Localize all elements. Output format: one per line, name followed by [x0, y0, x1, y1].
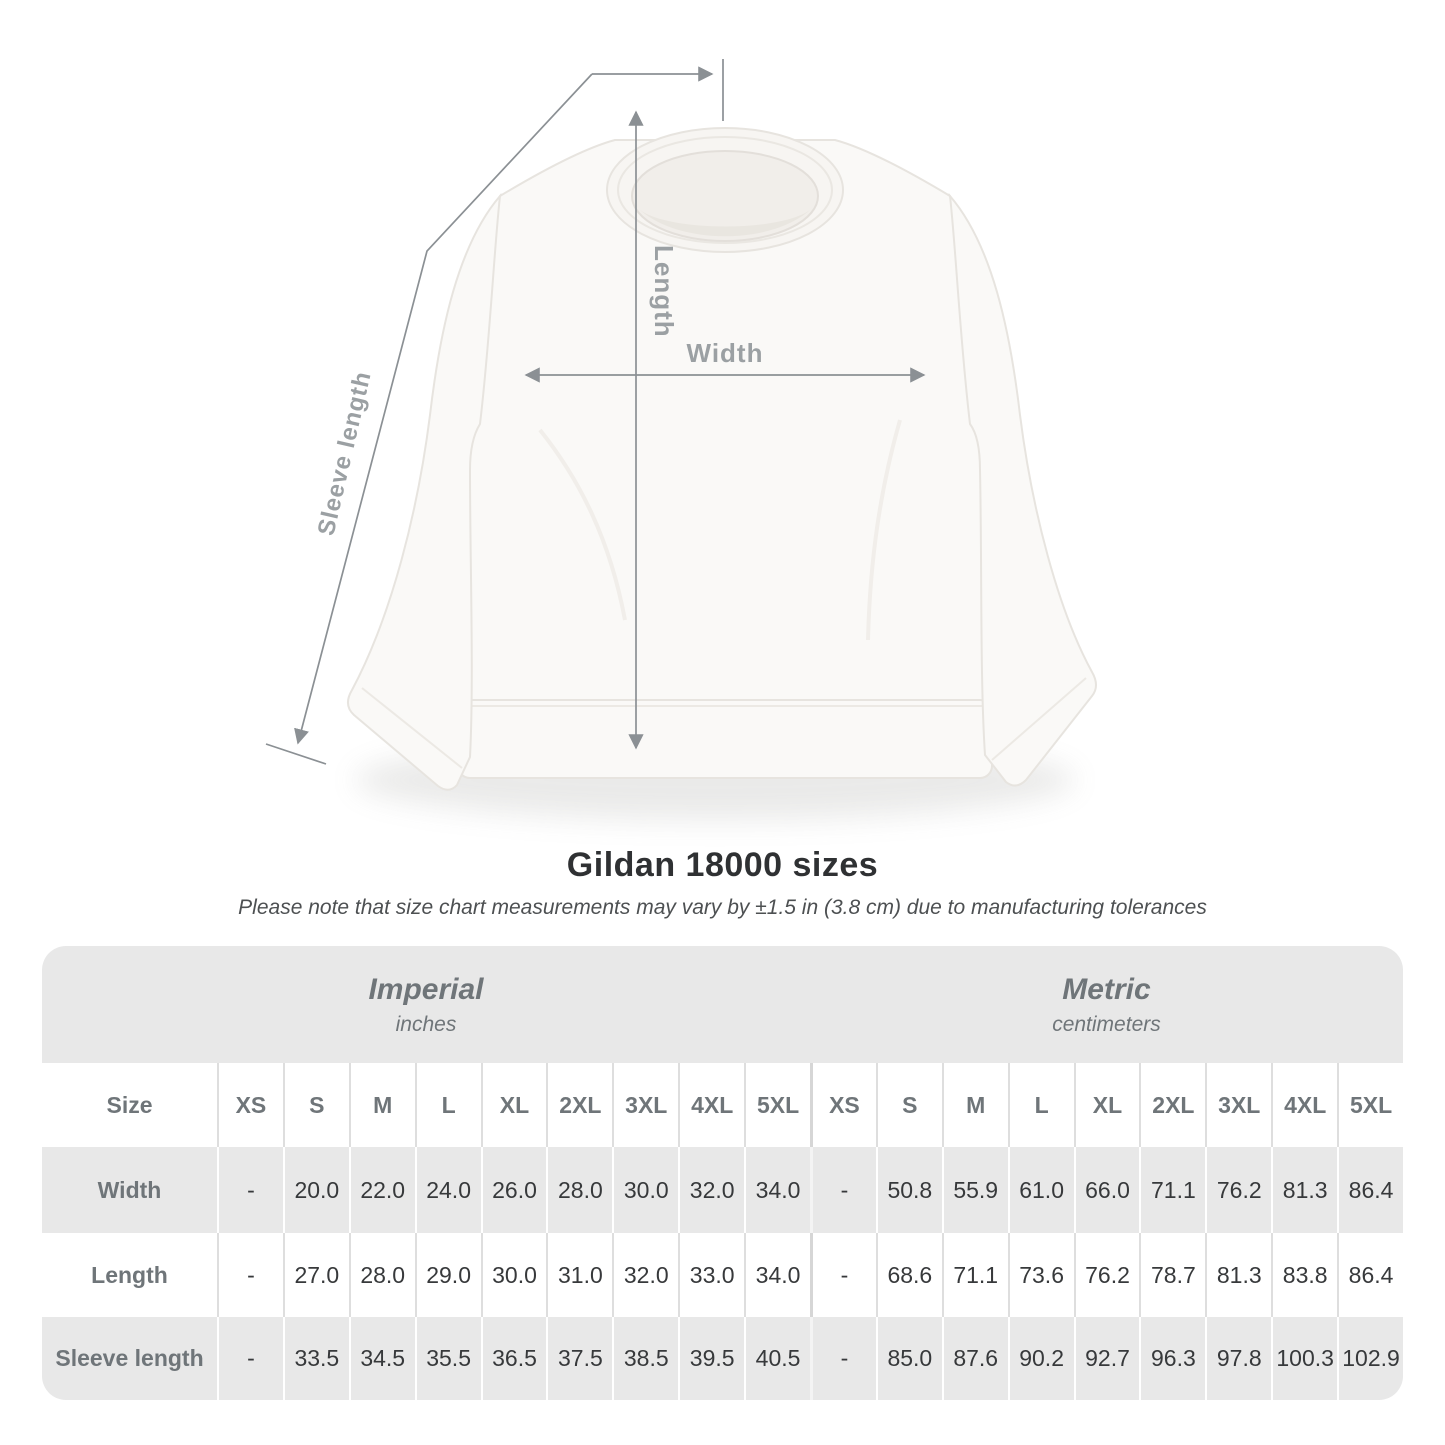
- table-cell: 31.0: [546, 1233, 612, 1317]
- table-cell: 97.8: [1205, 1317, 1271, 1400]
- table-cell: 39.5: [678, 1317, 744, 1400]
- table-cell: 68.6: [876, 1233, 942, 1317]
- table-cell: 61.0: [1008, 1147, 1074, 1233]
- table-cell: 50.8: [876, 1147, 942, 1233]
- table-cell: 83.8: [1271, 1233, 1337, 1317]
- table-cell: 28.0: [349, 1233, 415, 1317]
- size-col-header: 5XL: [744, 1063, 810, 1147]
- size-col-header: S: [283, 1063, 349, 1147]
- table-cell: 78.7: [1139, 1233, 1205, 1317]
- table-cell: -: [810, 1233, 876, 1317]
- size-col-header: XS: [217, 1063, 283, 1147]
- table-cell: -: [217, 1233, 283, 1317]
- size-col-header: 2XL: [1139, 1063, 1205, 1147]
- size-col-header: L: [1008, 1063, 1074, 1147]
- imperial-header-unit: inches: [395, 1012, 457, 1036]
- size-col-header: 4XL: [1271, 1063, 1337, 1147]
- table-cell: 40.5: [744, 1317, 810, 1400]
- table-cell: 30.0: [612, 1147, 678, 1233]
- size-col-header: S: [876, 1063, 942, 1147]
- table-cell: 34.0: [744, 1233, 810, 1317]
- size-col-header: 3XL: [612, 1063, 678, 1147]
- tolerance-note: Please note that size chart measurements may vary by ±1.5 in (3.8 cm) due to manufacturing tolerances: [238, 896, 1207, 919]
- table-cell: 100.3: [1271, 1317, 1337, 1400]
- table-cell: -: [810, 1317, 876, 1400]
- table-cell: -: [810, 1147, 876, 1233]
- table-cell: 76.2: [1205, 1147, 1271, 1233]
- size-row-header: Size: [42, 1063, 217, 1147]
- table-cell: 71.1: [1139, 1147, 1205, 1233]
- table-cell: -: [217, 1317, 283, 1400]
- sleeve-end-cap: [266, 744, 326, 764]
- table-cell: 35.5: [415, 1317, 481, 1400]
- table-cell: 28.0: [546, 1147, 612, 1233]
- sweatshirt-illustration: [348, 128, 1096, 790]
- table-cell: 32.0: [612, 1233, 678, 1317]
- table-cell: 38.5: [612, 1317, 678, 1400]
- size-col-header: 3XL: [1205, 1063, 1271, 1147]
- size-col-header: XS: [810, 1063, 876, 1147]
- sweatshirt-waistband: [458, 700, 992, 778]
- size-col-header: XL: [1074, 1063, 1140, 1147]
- table-cell: 37.5: [546, 1317, 612, 1400]
- table-cell: 92.7: [1074, 1317, 1140, 1400]
- size-col-header: 2XL: [546, 1063, 612, 1147]
- table-cell: 102.9: [1337, 1317, 1403, 1400]
- table-cell: 27.0: [283, 1233, 349, 1317]
- table-cell: 90.2: [1008, 1317, 1074, 1400]
- table-cell: 20.0: [283, 1147, 349, 1233]
- table-cell: 36.5: [481, 1317, 547, 1400]
- page-title: Gildan 18000 sizes: [566, 846, 879, 884]
- table-cell: 34.0: [744, 1147, 810, 1233]
- size-col-header: L: [415, 1063, 481, 1147]
- table-cell: 22.0: [349, 1147, 415, 1233]
- table-cell: 86.4: [1337, 1147, 1403, 1233]
- length-label: Length: [649, 245, 679, 338]
- table-cell: 96.3: [1139, 1317, 1205, 1400]
- table-cell: -: [217, 1147, 283, 1233]
- metric-header-unit: centimeters: [1052, 1012, 1161, 1036]
- table-cell: 55.9: [942, 1147, 1008, 1233]
- table-cell: 71.1: [942, 1233, 1008, 1317]
- table-cell: 33.5: [283, 1317, 349, 1400]
- table-cell: 87.6: [942, 1317, 1008, 1400]
- table-cell: 26.0: [481, 1147, 547, 1233]
- table-cell: 81.3: [1205, 1233, 1271, 1317]
- row-label: Sleeve length: [42, 1317, 217, 1400]
- table-cell: 76.2: [1074, 1233, 1140, 1317]
- table-cell: 81.3: [1271, 1147, 1337, 1233]
- table-cell: 24.0: [415, 1147, 481, 1233]
- table-cell: 32.0: [678, 1147, 744, 1233]
- metric-header: [810, 946, 1403, 1063]
- size-col-header: XL: [481, 1063, 547, 1147]
- imperial-header: [42, 946, 810, 1063]
- table-cell: 85.0: [876, 1317, 942, 1400]
- sleeve-length-label: Sleeve length: [312, 368, 377, 539]
- table-cell: 29.0: [415, 1233, 481, 1317]
- width-label: Width: [686, 338, 764, 368]
- imperial-header-label: Imperial: [368, 972, 484, 1006]
- size-col-header: M: [349, 1063, 415, 1147]
- table-cell: 73.6: [1008, 1233, 1074, 1317]
- size-table: [42, 946, 1403, 1400]
- size-col-header: 4XL: [678, 1063, 744, 1147]
- row-label: Length: [42, 1233, 217, 1317]
- table-cell: 34.5: [349, 1317, 415, 1400]
- size-col-header: 5XL: [1337, 1063, 1403, 1147]
- size-col-header: M: [942, 1063, 1008, 1147]
- row-label: Width: [42, 1147, 217, 1233]
- table-cell: 30.0: [481, 1233, 547, 1317]
- table-cell: 86.4: [1337, 1233, 1403, 1317]
- table-cell: 66.0: [1074, 1147, 1140, 1233]
- metric-header-label: Metric: [1062, 972, 1151, 1006]
- table-cell: 33.0: [678, 1233, 744, 1317]
